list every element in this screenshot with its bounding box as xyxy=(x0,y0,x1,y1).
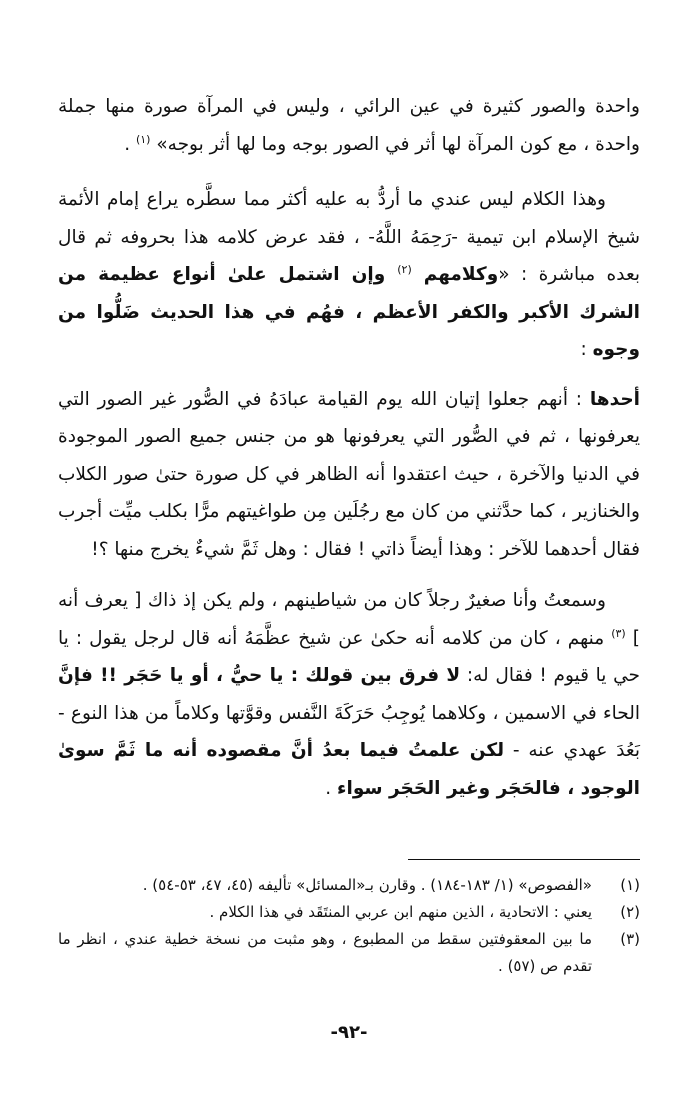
page-number: -٩٢- xyxy=(330,1022,368,1043)
paragraph-4-text-a: وسمعتُ وأنا صغيرٌ رجلاً كان من شياطينهم ، ولم يكن إذ ذاك [ يعرف أنه ] xyxy=(58,590,640,649)
footnotes xyxy=(58,872,640,980)
paragraph-4-text-b: منهم ، كان من كلامه أنه حكىٰ عن شيخ عظَّمَهُ أنه قال لرجل يقول : يا حي يا قيوم ! فقال له: xyxy=(58,627,640,686)
footnote-2 xyxy=(58,899,640,926)
footnote-3-number: (٣) xyxy=(620,930,640,948)
paragraph-2-text: وهذا الكلام ليس عندي ما أردُّ به عليه أكثر مما سطَّره يراع إمام الأئمة شيخ الإسلام ابن تيمية -رَحِمَهُ اللَّهُ- ، فقد عرض كلامه هذا بحروفه ثم قال بعده مباشرة : « xyxy=(58,189,641,285)
paragraph-1 xyxy=(58,88,640,163)
footnote-2-text: يعني : الاتحادية ، الذين منهم ابن عربي المنتَقَد في هذا الكلام . xyxy=(209,903,592,921)
main-text xyxy=(58,88,640,807)
footnote-ref-1: (١) xyxy=(135,132,151,146)
footnote-1-number: (١) xyxy=(620,876,640,894)
footnote-3-text: ما بين المعقوفتين سقط من المطبوع ، وهو مثبت من نسخة خطية عندي ، انظر ما تقدم ص (٥٧) . xyxy=(58,930,592,975)
footnote-3 xyxy=(58,926,640,980)
paragraph-4-bold-b: لكن علمتُ فيما بعدُ أنَّ مقصوده أنه ما ثَمَّ سوىٰ الوجود ، فالحَجَر وغير الحَجَر سواء xyxy=(58,740,640,799)
footnote-1-text: «الفصوص» (١/ ١٨٣-١٨٤) . وقارن بـ«المسائل» تأليفه (٤٥، ٤٧، ٥٣-٥٤) . xyxy=(142,876,592,894)
paragraph-2 xyxy=(58,181,640,369)
paragraph-1-end: . xyxy=(124,133,136,155)
footnote-2-number: (٢) xyxy=(620,903,640,921)
paragraph-3 xyxy=(58,381,640,569)
paragraph-4-end: . xyxy=(325,777,338,799)
paragraph-2-bold-quote-start: وكلامهم xyxy=(411,264,499,285)
paragraph-3-text: : أنهم جعلوا إتيان الله يوم القيامة عبادَهُ في الصُّور غير الصور التي يعرفونها ، ثم في الصُّور التي يعرفونها هو من جنس جميع الصور الموجودة في الدنيا والآخرة ، حيث اعتقدوا أنه الظاهر في كل صورة حتىٰ صور الكلاب والخنازير ، كما حدَّثني من كان مع رجُلَين مِن طواغيتهم مرًّا بكلب ميِّت أجرب فقال أحدهما للآخر : وهذا أيضاً ذاتي ! فقال : وهل ثَمَّ شيءٌ يخرج منها ؟! xyxy=(58,388,640,560)
paragraph-4-text-c: الحاء في الاسمين ، وكلاهما يُوجِبُ حَرَكَةَ النَّفس وقوَّتها وكلاماً من هذا النوع - بَعُدَ عهدي عنه - xyxy=(58,702,640,761)
paragraph-4 xyxy=(58,582,640,807)
paragraph-2-bold-quote: وإن اشتمل علىٰ أنواع عظيمة من الشرك الأكبر والكفر الأعظم ، فهُم في هذا الحديث ضَلُّوا من وجوه xyxy=(58,264,640,360)
paragraph-3-heading: أحدها xyxy=(589,388,640,410)
paragraph-4-bold-a: لا فرق بين قولك : يا حيُّ ، أو يا حَجَر !! فإنَّ xyxy=(58,665,461,686)
footnote-separator xyxy=(408,859,640,860)
paragraph-2-end: : xyxy=(580,339,593,360)
footnote-ref-2: (٢) xyxy=(397,262,412,276)
footnote-ref-3: (٣) xyxy=(611,626,626,640)
paragraph-1-text: واحدة والصور كثيرة في عين الرائي ، وليس في المرآة صورة منها جملة واحدة ، مع كون المرآة لها أثر في الصور بوجه وما لها أثر بوجه» xyxy=(58,96,640,155)
footnote-1 xyxy=(58,872,640,899)
